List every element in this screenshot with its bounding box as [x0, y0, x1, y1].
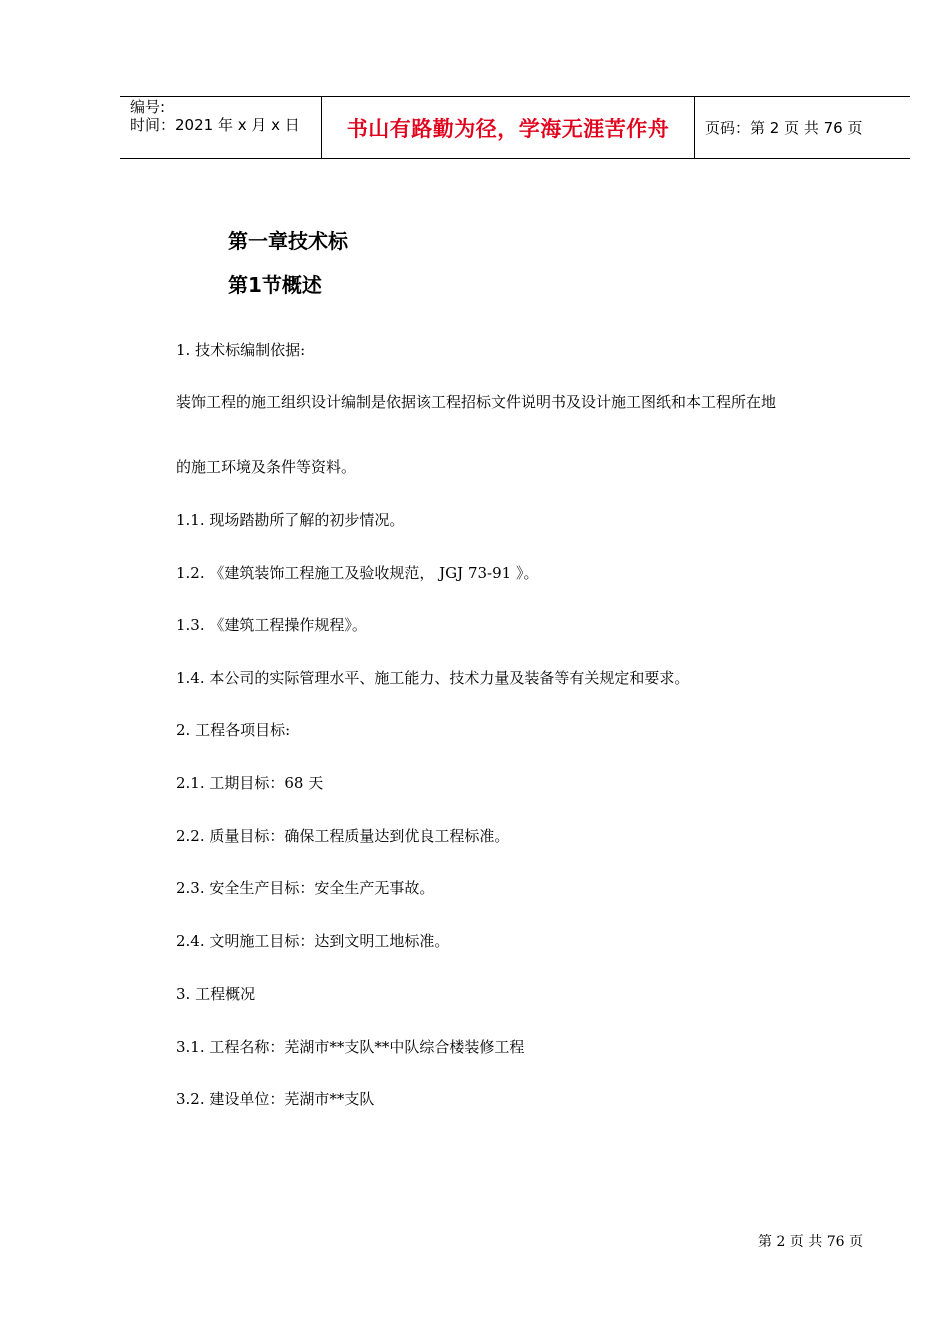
document-date: 时间：2021 年 x 月 x 日 [130, 116, 300, 134]
body-line: 2.3. 安全生产目标：安全生产无事故。 [176, 879, 435, 897]
body-line: 3. 工程概况 [176, 985, 256, 1003]
header-meta-cell [120, 97, 322, 158]
body-line: 3.1. 工程名称：芜湖市**支队**中队综合楼装修工程 [176, 1038, 525, 1056]
body-line: 装饰工程的施工组织设计编制是依据该工程招标文件说明书及设计施工图纸和本工程所在地 [176, 393, 777, 411]
body-line: 1.1. 现场踏勘所了解的初步情况。 [176, 511, 405, 529]
body-line: 2.2. 质量目标：确保工程质量达到优良工程标准。 [176, 827, 510, 845]
header-page-cell [695, 97, 910, 158]
body-line: 2.1. 工期目标：68 天 [176, 774, 324, 792]
header-motto-cell [322, 97, 695, 158]
body-line: 2.4. 文明施工目标：达到文明工地标准。 [176, 932, 450, 950]
body-line: 2. 工程各项目标: [176, 721, 291, 739]
footer-page-number: 第 2 页 共 76 页 [758, 1234, 863, 1250]
body-line: 1.4. 本公司的实际管理水平、施工能力、技术力量及装备等有关规定和要求。 [176, 669, 690, 687]
header-page-number: 页码：第 2 页 共 76 页 [705, 119, 863, 137]
document-code-label: 编号: [130, 98, 166, 116]
chapter-title: 第一章技术标 [228, 229, 348, 253]
body-line: 3.2. 建设单位：芜湖市**支队 [176, 1090, 375, 1108]
body-line: 的施工环境及条件等资料。 [176, 458, 357, 476]
header-motto: 书山有路勤为径，学海无涯苦作舟 [346, 116, 670, 141]
page-header [120, 96, 910, 159]
body-line: 1.2. 《建筑装饰工程施工及验收规范， JGJ 73-91 》。 [176, 564, 539, 582]
body-line: 1. 技术标编制依据: [176, 341, 306, 359]
section-title: 第1节概述 [228, 273, 322, 297]
body-line: 1.3. 《建筑工程操作规程》。 [176, 616, 367, 634]
